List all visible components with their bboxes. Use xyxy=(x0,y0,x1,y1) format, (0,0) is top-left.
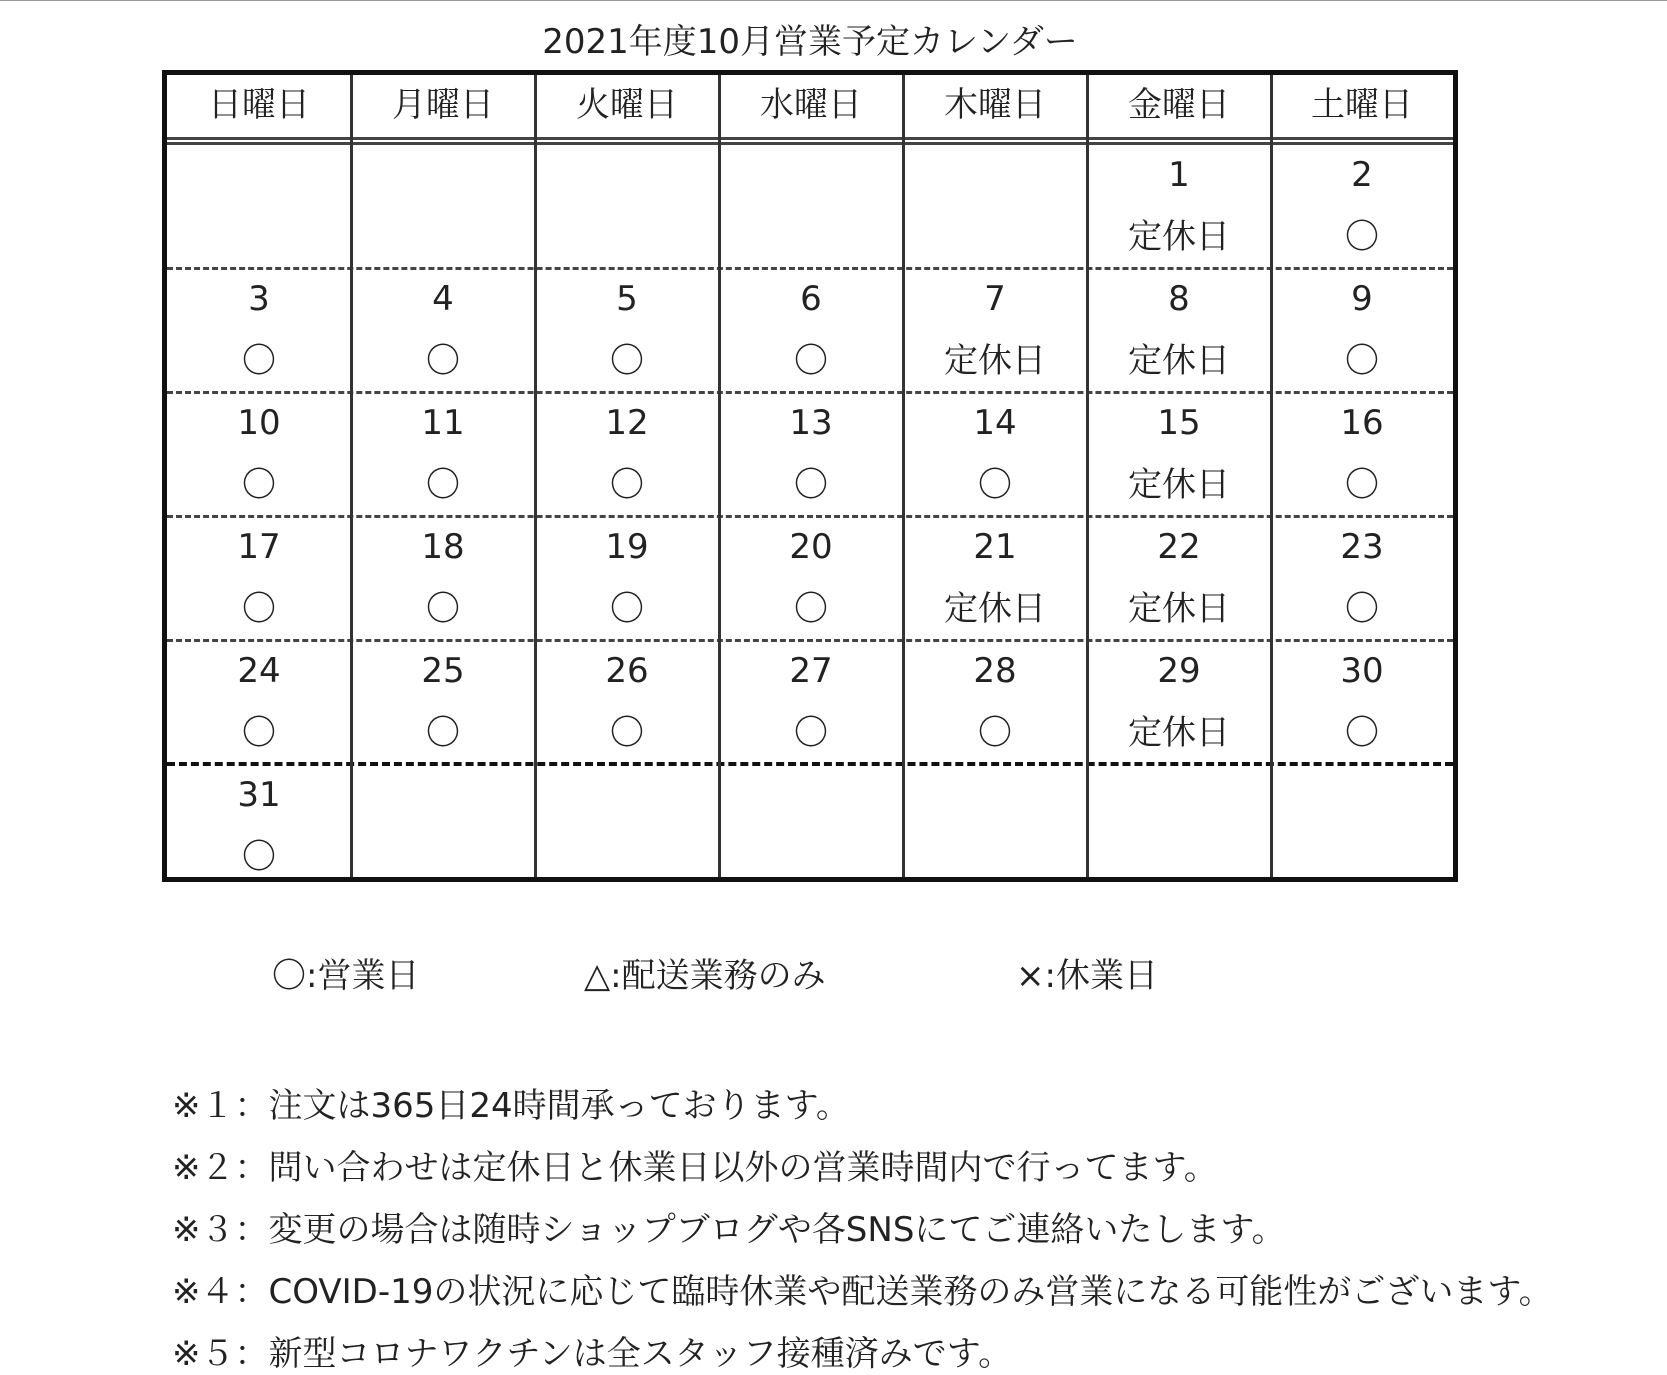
day-status: 〇 xyxy=(1345,341,1379,381)
day-cell xyxy=(167,765,351,889)
day-cell xyxy=(167,517,351,641)
day-status: 〇 xyxy=(242,589,276,629)
day-number: 10 xyxy=(237,403,281,443)
header-divider xyxy=(167,137,1453,145)
day-cell xyxy=(1271,765,1453,889)
note-3: ※３：変更の場合は随時ショップブログや各SNSにてご連絡いたします。 xyxy=(172,1210,1286,1250)
day-number: 26 xyxy=(605,651,649,691)
day-cell xyxy=(167,145,351,269)
day-status: 定休日 xyxy=(1128,341,1230,381)
day-status: 〇 xyxy=(242,837,276,877)
day-number: 1 xyxy=(1168,155,1190,195)
column-divider xyxy=(718,75,721,877)
day-cell xyxy=(351,269,535,393)
day-status: 〇 xyxy=(1345,589,1379,629)
day-cell xyxy=(1087,269,1271,393)
day-number: 29 xyxy=(1157,651,1201,691)
calendar-title: 2021年度10月営業予定カレンダー xyxy=(542,22,1078,62)
day-cell xyxy=(903,765,1087,889)
day-status: 〇 xyxy=(978,465,1012,505)
day-number: 19 xyxy=(605,527,649,567)
day-number: 9 xyxy=(1351,279,1373,319)
day-cell xyxy=(903,393,1087,517)
day-cell xyxy=(535,641,719,765)
weekday-header-monday: 月曜日 xyxy=(392,85,494,125)
day-cell xyxy=(351,517,535,641)
day-cell xyxy=(1271,393,1453,517)
day-status: 〇 xyxy=(426,341,460,381)
day-status: 〇 xyxy=(426,589,460,629)
day-cell xyxy=(1087,765,1271,889)
day-cell xyxy=(903,517,1087,641)
day-cell xyxy=(535,145,719,269)
day-status: 〇 xyxy=(1345,465,1379,505)
day-number: 20 xyxy=(789,527,833,567)
day-cell xyxy=(1087,641,1271,765)
day-status: 〇 xyxy=(242,713,276,753)
day-cell xyxy=(1271,145,1453,269)
day-number: 30 xyxy=(1340,651,1384,691)
weekday-header-saturday: 土曜日 xyxy=(1311,85,1413,125)
day-cell xyxy=(167,393,351,517)
day-cell xyxy=(351,765,535,889)
day-status: 〇 xyxy=(610,713,644,753)
day-number: 8 xyxy=(1168,279,1190,319)
day-status: 〇 xyxy=(426,465,460,505)
calendar-table xyxy=(162,70,1458,882)
day-number: 22 xyxy=(1157,527,1201,567)
day-cell xyxy=(535,517,719,641)
day-number: 28 xyxy=(973,651,1017,691)
day-cell xyxy=(351,641,535,765)
weekday-header-tuesday: 火曜日 xyxy=(576,85,678,125)
day-cell xyxy=(1087,517,1271,641)
day-number: 2 xyxy=(1351,155,1373,195)
week-row xyxy=(167,269,1453,393)
day-cell xyxy=(903,145,1087,269)
day-cell xyxy=(719,393,903,517)
day-number: 5 xyxy=(616,279,638,319)
day-number: 3 xyxy=(248,279,270,319)
day-status: 〇 xyxy=(794,341,828,381)
week-row xyxy=(167,641,1453,765)
week-row xyxy=(167,145,1453,269)
day-number: 25 xyxy=(421,651,465,691)
legend-closed: ×:休業日 xyxy=(1016,956,1158,996)
day-number: 4 xyxy=(432,279,454,319)
column-divider xyxy=(1270,75,1273,877)
day-number: 31 xyxy=(237,775,281,815)
week-row xyxy=(167,517,1453,641)
day-cell xyxy=(1087,145,1271,269)
day-status: 定休日 xyxy=(1128,217,1230,257)
day-cell xyxy=(719,269,903,393)
day-cell xyxy=(1271,517,1453,641)
day-status: 〇 xyxy=(794,465,828,505)
day-status: 〇 xyxy=(1345,713,1379,753)
day-number: 27 xyxy=(789,651,833,691)
legend-delivery-only: △:配送業務のみ xyxy=(584,956,826,996)
day-number: 7 xyxy=(984,279,1006,319)
day-cell xyxy=(1271,641,1453,765)
weekday-header-wednesday: 水曜日 xyxy=(760,85,862,125)
day-cell xyxy=(719,145,903,269)
day-status: 〇 xyxy=(794,713,828,753)
day-status: 定休日 xyxy=(944,341,1046,381)
day-status: 〇 xyxy=(610,589,644,629)
day-status: 定休日 xyxy=(1128,713,1230,753)
note-2: ※２：問い合わせは定休日と休業日以外の営業時間内で行ってます。 xyxy=(172,1148,1218,1188)
day-number: 13 xyxy=(789,403,833,443)
day-cell xyxy=(167,269,351,393)
note-1: ※１：注文は365日24時間承っております。 xyxy=(172,1086,850,1126)
day-status: 〇 xyxy=(242,341,276,381)
day-number: 12 xyxy=(605,403,649,443)
day-cell xyxy=(903,269,1087,393)
day-number: 24 xyxy=(237,651,281,691)
column-divider xyxy=(902,75,905,877)
day-status: 〇 xyxy=(794,589,828,629)
day-number: 6 xyxy=(800,279,822,319)
day-cell xyxy=(719,517,903,641)
day-number: 14 xyxy=(973,403,1017,443)
day-cell xyxy=(167,641,351,765)
weekday-header-row xyxy=(167,75,1453,135)
day-number: 18 xyxy=(421,527,465,567)
day-status: 定休日 xyxy=(1128,589,1230,629)
top-border xyxy=(0,0,1667,1)
day-cell xyxy=(1087,393,1271,517)
week-row xyxy=(167,393,1453,517)
day-status: 〇 xyxy=(978,713,1012,753)
day-cell xyxy=(535,269,719,393)
day-number: 16 xyxy=(1340,403,1384,443)
day-status: 〇 xyxy=(610,465,644,505)
weekday-header-friday: 金曜日 xyxy=(1128,85,1230,125)
day-number: 15 xyxy=(1157,403,1201,443)
day-number: 11 xyxy=(421,403,465,443)
note-4: ※４：COVID-19の状況に応じて臨時休業や配送業務のみ営業になる可能性がございます。 xyxy=(172,1272,1553,1312)
day-cell xyxy=(903,641,1087,765)
column-divider xyxy=(350,75,353,877)
day-cell xyxy=(535,765,719,889)
day-cell xyxy=(1271,269,1453,393)
day-cell xyxy=(719,765,903,889)
day-number: 17 xyxy=(237,527,281,567)
day-cell xyxy=(535,393,719,517)
column-divider xyxy=(1086,75,1089,877)
day-cell xyxy=(719,641,903,765)
day-number: 21 xyxy=(973,527,1017,567)
column-divider xyxy=(534,75,537,877)
day-status: 〇 xyxy=(242,465,276,505)
day-status: 定休日 xyxy=(944,589,1046,629)
day-cell xyxy=(351,145,535,269)
weekday-header-thursday: 木曜日 xyxy=(944,85,1046,125)
week-row xyxy=(167,765,1453,889)
weekday-header-sunday: 日曜日 xyxy=(208,85,310,125)
day-status: 定休日 xyxy=(1128,465,1230,505)
day-cell xyxy=(351,393,535,517)
day-status: 〇 xyxy=(610,341,644,381)
day-number: 23 xyxy=(1340,527,1384,567)
note-5: ※５：新型コロナワクチンは全スタッフ接種済みです。 xyxy=(172,1334,1013,1374)
day-status: 〇 xyxy=(1345,217,1379,257)
day-status: 〇 xyxy=(426,713,460,753)
legend-open: 〇:営業日 xyxy=(272,956,420,996)
